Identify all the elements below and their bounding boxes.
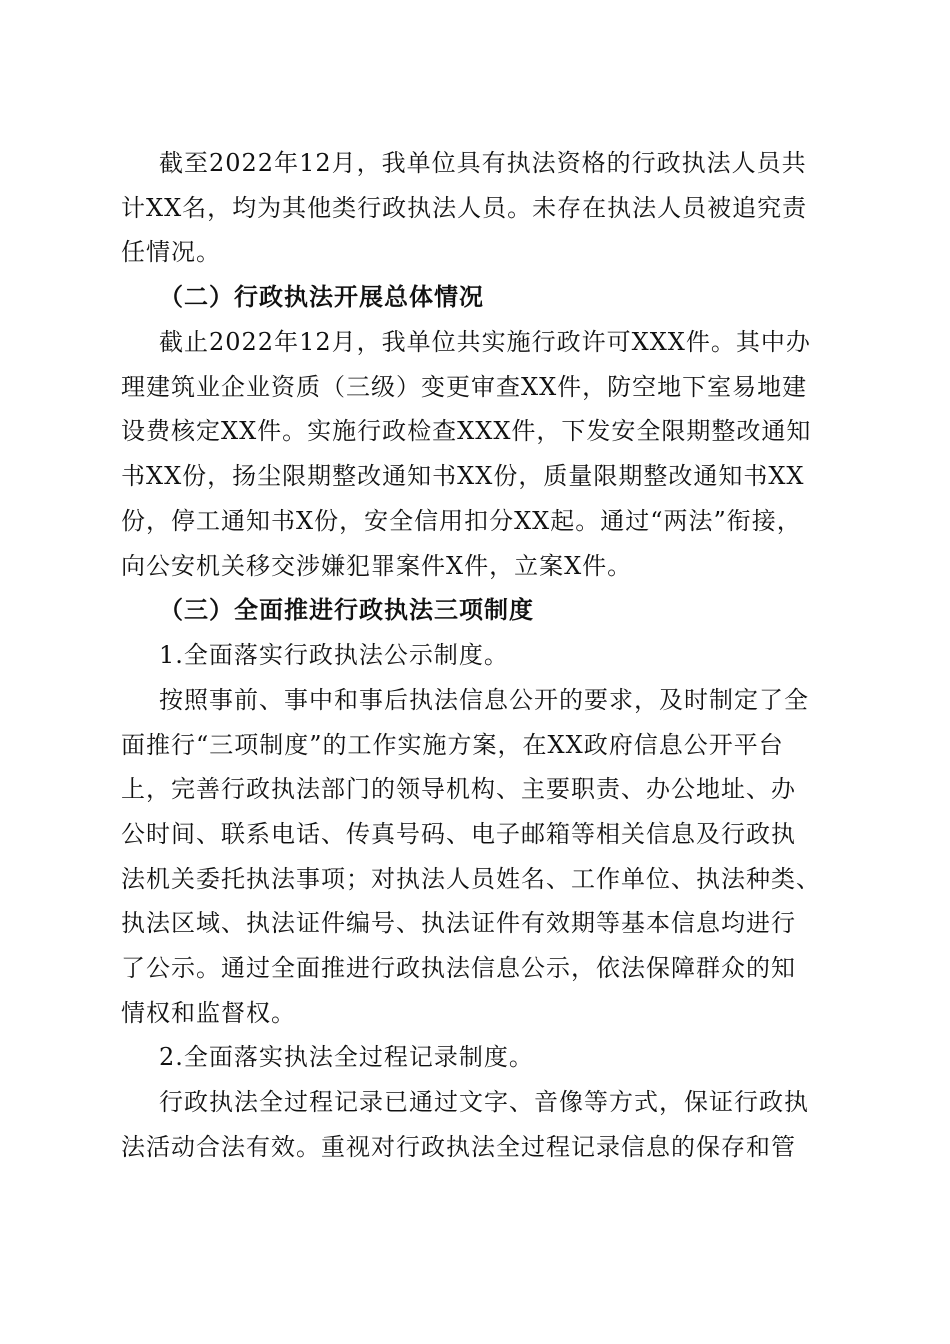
paragraph-line: 截至2022年12月，我单位具有执法资格的行政执法人员共: [159, 149, 807, 177]
paragraph-line: 情权和监督权。: [121, 999, 296, 1027]
paragraph-line: 书XX份，扬尘限期整改通知书XX份，质量限期整改通知书XX: [121, 462, 805, 490]
paragraph-line: 按照事前、事中和事后执法信息公开的要求，及时制定了全: [159, 686, 809, 714]
paragraph-line: 面推行“三项制度”的工作实施方案，在XX政府信息公开平台: [121, 731, 784, 759]
paragraph-line: 计XX名，均为其他类行政执法人员。未存在执法人员被追究责: [121, 194, 808, 222]
subsection-heading-2: 2.全面落实执法全过程记录制度。: [159, 1043, 534, 1071]
paragraph-line: 理建筑业企业资质（三级）变更审查XX件，防空地下室易地建: [121, 373, 808, 401]
paragraph-line: 任情况。: [121, 238, 221, 266]
paragraph-line: 向公安机关移交涉嫌犯罪案件X件，立案X件。: [121, 552, 633, 580]
paragraph-line: 截止2022年12月，我单位共实施行政许可XXX件。其中办: [159, 328, 811, 356]
paragraph-line: 设费核定XX件。实施行政检查XXX件，下发安全限期整改通知: [121, 417, 812, 445]
paragraph-line: 法活动合法有效。重视对行政执法全过程记录信息的保存和管: [121, 1133, 796, 1161]
paragraph-line: 公时间、联系电话、传真号码、电子邮箱等相关信息及行政执: [121, 820, 796, 848]
paragraph-line: 执法区域、执法证件编号、执法证件有效期等基本信息均进行: [121, 909, 796, 937]
paragraph-line: 了公示。通过全面推进行政执法信息公示，依法保障群众的知: [121, 954, 796, 982]
paragraph-line: 法机关委托执法事项；对执法人员姓名、工作单位、执法种类、: [121, 865, 821, 893]
paragraph-line: 上，完善行政执法部门的领导机构、主要职责、办公地址、办: [121, 775, 796, 803]
section-heading-2: （二）行政执法开展总体情况: [159, 282, 484, 311]
paragraph-line: 份，停工通知书X份，安全信用扣分XX起。通过“两法”衔接，: [121, 507, 802, 535]
paragraph-line: 行政执法全过程记录已通过文字、音像等方式，保证行政执: [159, 1088, 809, 1116]
section-heading-3: （三）全面推进行政执法三项制度: [159, 595, 534, 624]
subsection-heading-1: 1.全面落实行政执法公示制度。: [159, 641, 509, 669]
